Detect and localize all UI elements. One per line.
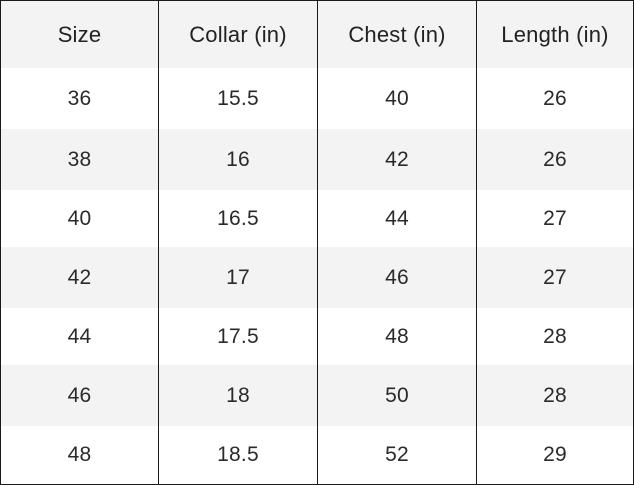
table-row [1,426,633,484]
cell-collar: 18 [159,365,318,426]
cell-collar: 17 [159,247,318,308]
cell-chest: 44 [318,190,477,247]
cell-size: 38 [1,129,159,190]
cell-chest: 46 [318,247,477,308]
table-header-row [1,1,633,68]
cell-chest: 42 [318,129,477,190]
cell-size: 42 [1,247,159,308]
cell-length: 26 [543,147,567,171]
cell-collar: 16.5 [159,190,318,247]
cell-chest: 50 [318,365,477,426]
table-row [1,365,633,426]
cell-length: 28 [543,383,567,407]
cell-length: 27 [543,206,567,230]
header-length: Length (in) [501,21,609,47]
cell-size: 46 [1,365,159,426]
cell-length: 27 [543,265,567,289]
cell-chest: 48 [318,308,477,365]
cell-size: 40 [1,190,159,247]
cell-size: 36 [1,68,159,129]
cell-length: 28 [543,324,567,348]
cell-size: 48 [1,426,159,484]
header-collar: Collar (in) [159,1,318,68]
cell-collar: 18.5 [159,426,318,484]
cell-collar: 15.5 [159,68,318,129]
table-row [1,247,633,308]
cell-chest: 52 [318,426,477,484]
cell-collar: 17.5 [159,308,318,365]
cell-size: 44 [1,308,159,365]
table-row [1,129,633,190]
cell-length: 26 [543,86,567,110]
table-row [1,190,633,247]
table-row [1,308,633,365]
cell-chest: 40 [318,68,477,129]
header-size: Size [1,1,159,68]
table-row [1,68,633,129]
cell-length: 29 [543,443,567,466]
cell-collar: 16 [159,129,318,190]
header-chest: Chest (in) [318,1,477,68]
